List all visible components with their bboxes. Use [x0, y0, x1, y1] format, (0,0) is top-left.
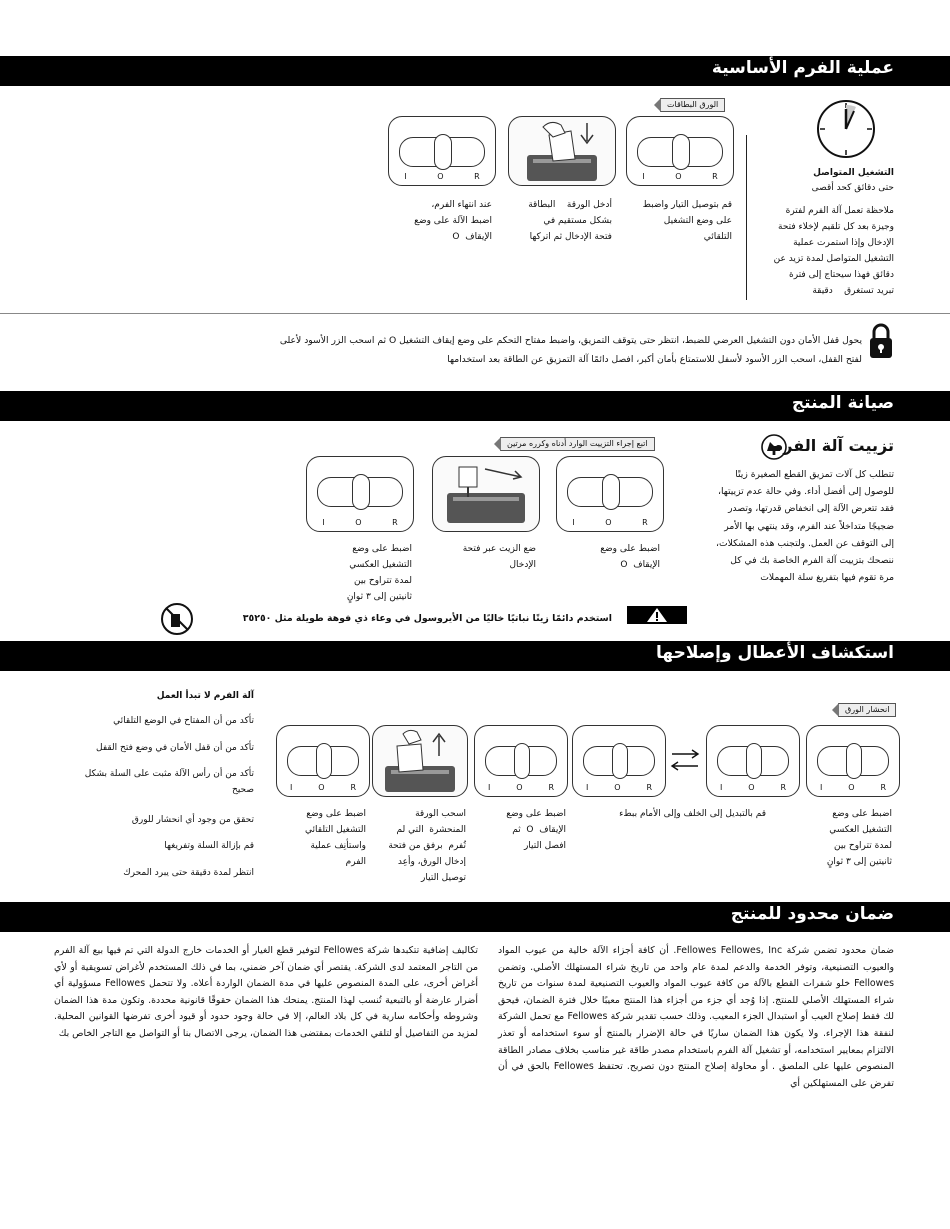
check-item: تأكد من أن المفتاح في الوضع التلقائي: [113, 716, 254, 726]
switch-diagram-forward: [706, 725, 800, 797]
oiling-title: تزييت آلة الفرم: [771, 436, 894, 455]
step-caption-2: أدخل الورقة البطاقة بشكل مستقيم في فتحة الإدخال ثم اتركها: [528, 200, 612, 242]
switch-diagram-auto: [276, 725, 370, 797]
continuous-run-line: حتى دقائق كحد أقصى: [811, 183, 894, 193]
switch-slider: [287, 746, 359, 776]
switch-labels: I O R: [819, 783, 887, 792]
jam-step-caption-1: اضبط على وضع التشغيل العكسي لمدة تتراوح بين ثانيتين إلى ٣ ثوانٍ: [826, 809, 892, 867]
switch-labels: I O R: [719, 783, 787, 792]
switch-labels: I O R: [404, 172, 480, 181]
oil-warning-text: استخدم دائمًا زيتًا نباتيًا خاليًا من الأيروسول في وعاء ذي فوهة طويلة مثل ٣٥٢٥٠: [242, 613, 612, 624]
back-forth-arrows-icon: [668, 748, 702, 772]
switch-diagram-off: [556, 456, 664, 532]
hand-pull-paper-icon: [373, 726, 467, 796]
warning-triangle-icon: [627, 606, 687, 624]
section-header-warranty: [0, 902, 950, 932]
lock-icon: [868, 322, 894, 360]
check-item: قم بإزالة السلة وتفريغها: [164, 841, 254, 851]
switch-slider: [817, 746, 889, 776]
switch-labels: I O R: [487, 783, 555, 792]
paper-jam-tag: انحشار الورق: [838, 703, 896, 717]
switch-diagram-reverse-2: [572, 725, 666, 797]
switch-labels: I O R: [289, 783, 357, 792]
divider: [746, 135, 747, 300]
check-item: انتظر لمدة دقيقة حتى يبرد المحرك: [123, 868, 254, 878]
no-aerosol-icon: [160, 602, 194, 636]
check-item: تحقق من وجود أي انحشار للورق: [131, 815, 254, 825]
oil-step-caption-3: اضبط على وضع التشغيل العكسي لمدة تتراوح بين ثانيتين إلى ٣ ثوانٍ: [346, 544, 412, 602]
lock-instruction-2: لفتح القفل، اسحب الزر الأسود لأسفل للاستمتاع بأمان أكبر، افصل دائمًا آلة التمزيق عن الطاقة بعد استخدامها: [447, 354, 862, 365]
jam-step-caption-5: اضبط على وضع التشغيل التلقائي واستأنِف عملية الفرم: [305, 809, 366, 867]
paper-cards-tag: الورق البطاقات: [660, 98, 725, 112]
switch-slider: [317, 477, 403, 507]
oil-step-caption-1: اضبط على وضع الإيقاف O: [600, 544, 660, 570]
oiling-procedure-tag: اتبع إجراء التزييت الوارد أدناه وكرره مرتين: [500, 437, 655, 451]
oil-bottle-icon: [433, 457, 539, 531]
section-header-maintenance: [0, 391, 950, 421]
warranty-column-right: ضمان محدود تضمن شركة Fellowes Fellowes, Inc. أن كافة أجزاء الآلة خالية من عيوب المواد والعيوب التصنيعية، وتوفر الخدمة والدعم لمدة عام واحد من تاريخ شراء المستهلك الأصلي. وتضمن Fellowes خلو شفرات القطع بالآلة من كافة عيوب المواد والعيوب التصنيعية لمدة سنوات من تاريخ شراء المستهلك الأصلي للمنتج. إذا وُجد أي جزء من أجزاء هذا المنتج معيبًا خلال فترة الضمان، فيحق لك فقط إصلاح العيب أو استبدال الجزء المعيب. وذلك حسب تقدير شركة Fellowes مع تحمل الشركة لنفقة هذا الإجراء. ولا يكون هذا الضمان ساريًا في حالة الإضرار بالمنتج أو سوء استخدامه أو تعذر الالتزام بمعايير استخدامه، أو تشغيل آلة الفرم باستخدام مصدر طاقة غير مناسب بخلاف مصادر الطاقة المنصوص عليها على الملصق . أو محاولة إصلاح المنتج دون تصريح. تحتفظ Fellowes بالحق في أن تفرض على المستهلكين أي: [498, 945, 894, 1089]
switch-slider: [567, 477, 653, 507]
note-text: ملاحظة تعمل آلة الفرم لفترة وجيزة بعد كل تلقيم لإخلاء فتحة الإدخال وإذا استمرت عملية التشغيل المتواصل لمدة تزيد عن دقائق فهذا سيحتاج إلى فترة تبريد تستغرق دقيقة: [773, 206, 894, 296]
switch-labels: I O R: [642, 172, 718, 181]
switch-slider: [399, 137, 485, 167]
switch-labels: I O R: [585, 783, 653, 792]
section-header-troubleshooting: [0, 641, 950, 671]
switch-labels: I O R: [322, 518, 398, 527]
switch-slider: [485, 746, 557, 776]
switch-slider: [637, 137, 723, 167]
oil-application-illustration: [432, 456, 540, 532]
switch-diagram-reverse: [306, 456, 414, 532]
switch-diagram-reverse: [806, 725, 900, 797]
wont-start-title: آلة الفرم لا تبدأ العمل: [156, 691, 254, 701]
section-header-basic-shredding: [0, 56, 950, 86]
section-title: استكشاف الأعطال وإصلاحها: [655, 643, 894, 663]
switch-slider: [717, 746, 789, 776]
section-title: صيانة المنتج: [791, 393, 894, 413]
jam-step-caption-2: قم بالتبديل إلى الخلف وإلى الأمام ببطء: [619, 809, 766, 819]
paper-insert-illustration: [508, 116, 616, 186]
switch-labels: I O R: [572, 518, 648, 527]
remove-jam-illustration: [372, 725, 468, 797]
continuous-run-title: التشغيل المتواصل: [813, 168, 894, 178]
jam-step-caption-3: اضبط على وضع الإيقاف O ثم افصل التيار: [506, 809, 566, 851]
check-item: تأكد من أن قفل الأمان في وضع فتح القفل: [96, 743, 254, 753]
switch-diagram-auto: [626, 116, 734, 186]
oiling-text: تتطلب كل آلات تمزيق القطع الصغيرة زيتًا للوصول إلى أفضل أداء. وفي حالة عدم تزييتها، فقد تتعرض الآلة إلى انخفاض قدرتها، وتصدر ضجيجًا متداخلاً عند الفرم، وقد ينتهي بها الأمر إلى التوقف عن العمل. ولتجنب هذه المشكلات، ننصحك بتزييت آلة الفرم الخاصة بك في كل مرة تقوم فيها بتفريغ سلة المهملات: [716, 469, 894, 584]
jam-step-caption-4: اسحب الورقة المنحشرة التي لم تُفرم برفق من فتحة إدخال الورق، وأعِد توصيل التيار: [388, 809, 466, 883]
lock-instruction-1: يحول قفل الأمان دون التشغيل العرضي للضبط، انتظر حتى يتوقف التمزيق، واضبط مفتاح التحكم على وضع إيقاف التشغيل O ثم اسحب الزر الأسود لأعلى: [279, 335, 862, 346]
switch-diagram-off: [388, 116, 496, 186]
switch-diagram-off: [474, 725, 568, 797]
step-caption-3: عند انتهاء الفرم، اضبط الآلة على وضع الإيقاف O: [414, 200, 492, 242]
switch-slider: [583, 746, 655, 776]
section-title: ضمان محدود للمنتج: [730, 904, 894, 924]
warning-label: [627, 606, 687, 624]
warranty-column-left: تكاليف إضافية تتكبدها شركة Fellowes لتوفير قطع الغيار أو الخدمات خارج الدولة التي تم فيها بيع آلة الفرم من التاجر المعتمد لدى الشركة. يقتصر أي ضمان آخر ضمني، بما في ذلك المستخدم لأغراض تسويقية أو لأي أغراض أخرى، على المدة المنصوص عليها في مدة الضمان الواردة أعلاه. ولا تتحمل Fellowes مسؤولية أي أضرار عارضة أو بالتبعية تُنسب لهذا المنتج. يمنحك هذا الضمان حقوقًا قانونية محددة. وتكون مدة هذا الضمان وشروطه وأحكامه سارية في كل بلاد العالم، إلا في حالة وجود حدود أو قيود أخرى تفرضها القوانين المحلية. لمزيد من التفاصيل أو لتلقي الخدمات بمقتضى هذا الضمان، يرجى الاتصال بنا أو التواصل مع التاجر الخاص بك: [54, 945, 478, 1039]
oil-step-caption-2: ضع الزيت عبر فتحة الإدخال: [462, 544, 536, 570]
check-item: تأكد من أن رأس الآلة مثبت على السلة بشكل صحيح: [84, 769, 254, 795]
step-caption-1: قم بتوصيل التيار واضبط على وضع التشغيل التلقائي: [642, 200, 732, 242]
hand-paper-icon: [509, 117, 615, 185]
divider: [0, 313, 950, 314]
clock-icon: [814, 97, 878, 161]
section-title: عملية الفرم الأساسية: [711, 58, 894, 78]
